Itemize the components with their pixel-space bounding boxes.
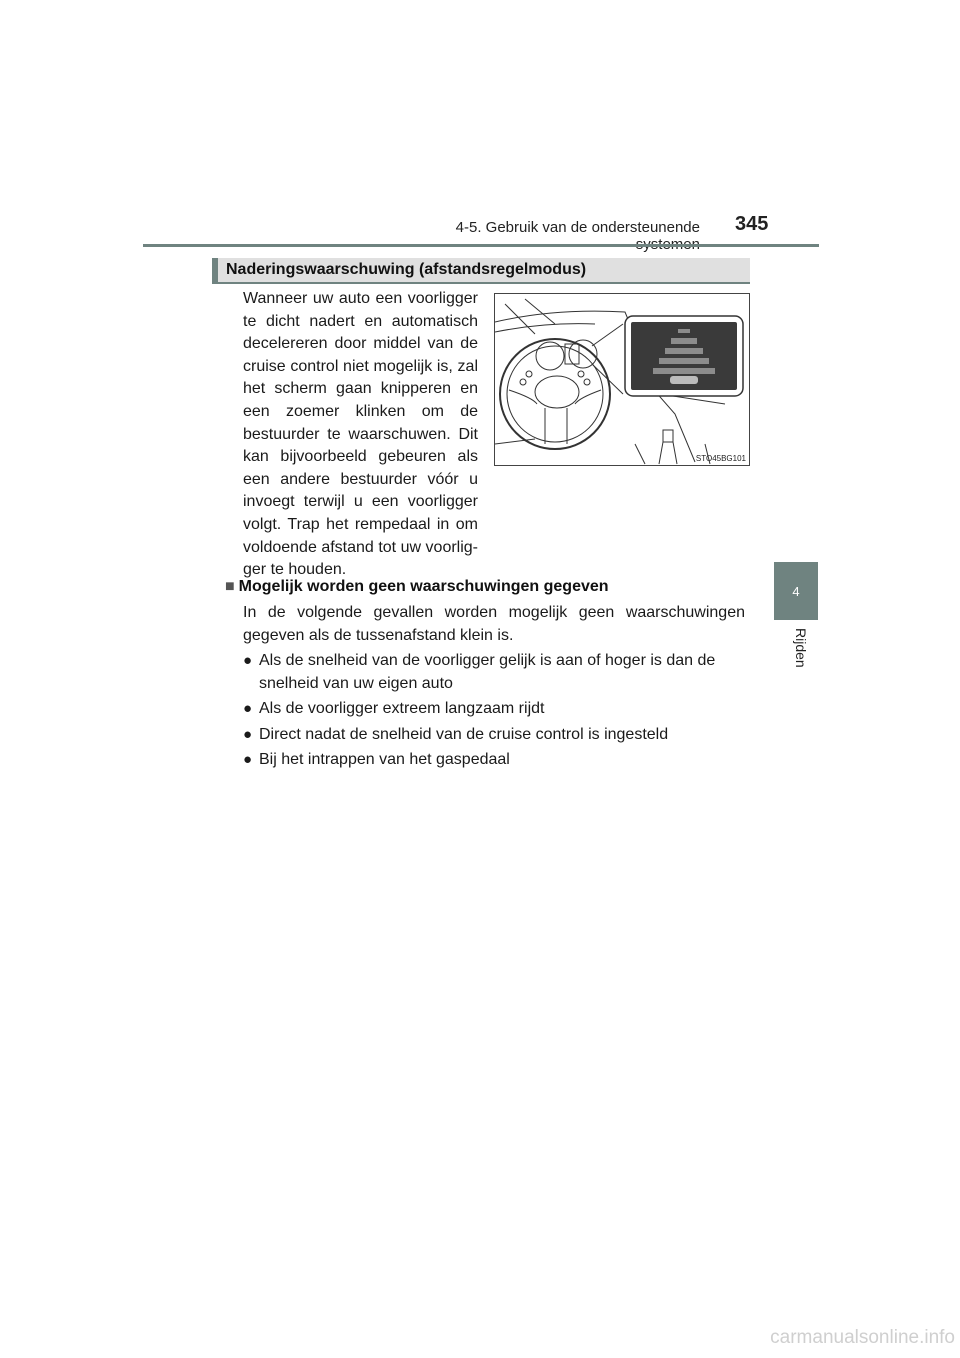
list-item — [243, 650, 748, 695]
header-section-title: 4-5. Gebruik van de ondersteunende — [455, 219, 700, 236]
subsection-title: Mogelijk worden geen waarschuwingen gegeven — [238, 578, 609, 595]
bullet-dot-icon: ● — [243, 751, 253, 769]
bullet-dot-icon: ● — [243, 652, 253, 669]
header-rule — [143, 244, 819, 247]
page-number: 345 — [735, 213, 769, 235]
illustration-code: STO45BG101 — [695, 454, 746, 463]
list-item-text: Direct nadat de snelheid van de cruise control is ingesteld — [259, 725, 669, 743]
subsection-heading — [225, 578, 750, 596]
square-bullet-icon: ■ — [225, 578, 235, 595]
bullet-dot-icon: ● — [243, 700, 253, 718]
chapter-label: Rijden — [793, 628, 809, 668]
chapter-number: 4 — [792, 583, 800, 599]
list-item — [243, 698, 748, 721]
dashboard-illustration — [494, 293, 750, 466]
condition-list — [243, 650, 748, 775]
list-item-text: Bij het intrappen van het gaspedaal — [259, 751, 510, 769]
bullet-dot-icon: ● — [243, 725, 253, 743]
watermark: carmanualsonline.info — [770, 1327, 955, 1348]
list-item-text: Als de snelheid van de voorligger gelijk is aan of hoger is dan de snelheid van uw eigen auto — [259, 652, 716, 692]
steering-wheel-display-drawing — [495, 294, 750, 466]
list-item-text: Als de voorligger extreem langzaam rijdt — [259, 700, 545, 718]
subsection-intro: In de volgende gevallen worden mogelijk geen waarschuwingen gegeven als de tussenafstand klein is. — [243, 604, 745, 644]
chapter-tab — [774, 562, 818, 620]
body-paragraph: Wanneer uw auto een voorligger te dicht nadert en automatisch decelereren door middel van de cruise control niet mogelijk is, zal het scherm gaan knipperen en een zoemer klinken om de bestuurder te waarschuwen. Dit kan bijvoorbeeld gebeuren als een andere bestuurder vóór u invoegt terwijl u een voorligger volgt. Trap het rempedaal in om voldoende afstand tot uw voorlig-ger te houden. — [243, 290, 478, 579]
list-item — [243, 724, 748, 747]
list-item — [243, 749, 748, 772]
section-title: Naderingswaarschuwing (afstandsregelmodus) — [212, 258, 750, 284]
